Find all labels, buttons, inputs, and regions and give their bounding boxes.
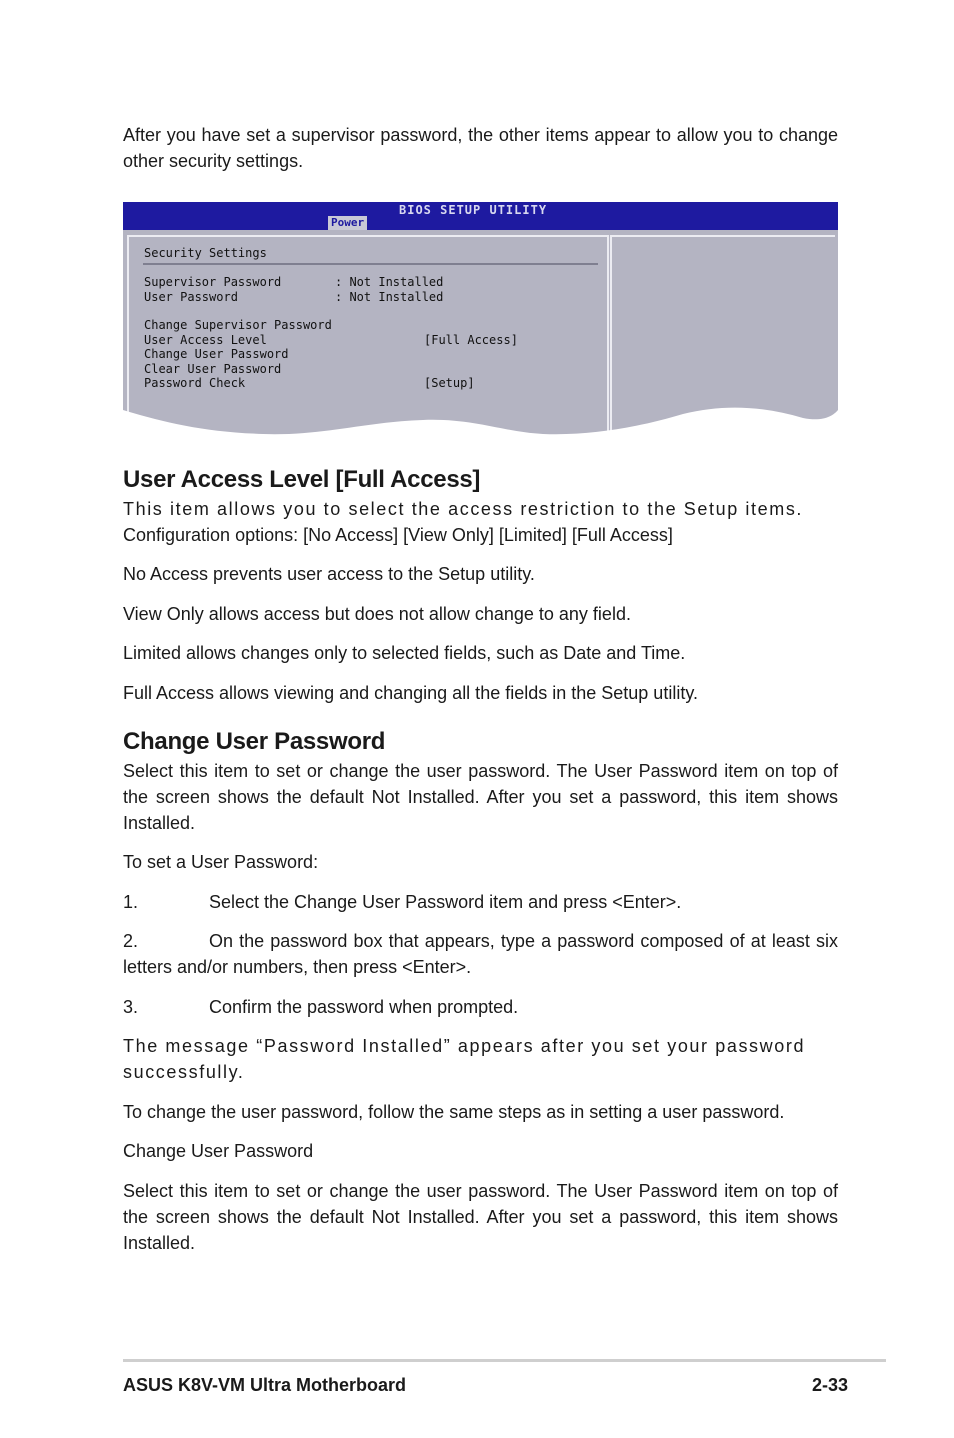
bios-screenshot xyxy=(123,202,838,438)
bios-tab-power: Power xyxy=(328,216,367,230)
bios-item-password-check[interactable]: Password Check xyxy=(144,376,246,390)
bios-separator xyxy=(143,263,598,265)
change-password-paragraph: Select this item to set or change the user password. The User Password item on top of the screen shows the default Not Installed. After you set a password, this item shows Installed. xyxy=(123,761,838,833)
intro-paragraph: After you have set a supervisor password, the other items appear to allow you to change other security settings. xyxy=(123,125,838,171)
to-set-paragraph: To set a User Password: xyxy=(123,852,319,872)
bios-status-label: Supervisor Password xyxy=(144,275,282,289)
step-text: Confirm the password when prompted. xyxy=(209,997,519,1017)
bios-item-user-access-level[interactable]: User Access Level xyxy=(144,332,267,347)
bios-body xyxy=(123,230,838,438)
view-only-paragraph: View Only allows access but does not allow change to any field. xyxy=(123,604,631,624)
bios-title-bar xyxy=(123,202,838,230)
bios-item-clear-user-password[interactable]: Clear User Password xyxy=(144,361,282,376)
step-2 xyxy=(123,928,838,980)
step-3 xyxy=(123,994,838,1020)
step-number: 2. xyxy=(123,931,139,951)
bios-item-change-user-password[interactable]: Change User Password xyxy=(144,347,289,361)
footer-rule xyxy=(123,1359,886,1362)
message-paragraph: The message “Password Installed” appears after you set your password successfully. xyxy=(123,1036,806,1082)
user-access-desc: This item allows you to select the access restriction to the Setup items. xyxy=(123,499,804,519)
step-number: 1. xyxy=(123,892,139,912)
heading-user-access-level: User Access Level [Full Access] xyxy=(123,466,481,493)
bios-item-value[interactable]: [Setup] xyxy=(424,376,475,390)
step-number: 3. xyxy=(123,997,139,1017)
limited-paragraph: Limited allows changes only to selected fields, such as Date and Time. xyxy=(123,643,686,663)
bios-item-value[interactable]: [Full Access] xyxy=(424,332,518,347)
no-access-paragraph: No Access prevents user access to the Setup utility. xyxy=(123,564,535,584)
heading-change-user-password: Change User Password xyxy=(123,728,386,755)
step-text: Select the Change User Password item and press <Enter>. xyxy=(209,892,682,912)
step-1 xyxy=(123,889,838,915)
change-steps-paragraph: To change the user password, follow the same steps as in setting a user password. xyxy=(123,1102,785,1122)
bios-status-value: : Not Installed xyxy=(335,289,444,304)
bios-status-value: : Not Installed xyxy=(335,275,444,289)
full-access-paragraph: Full Access allows viewing and changing all the fields in the Setup utility. xyxy=(123,683,698,703)
step-text: On the password box that appears, type a password composed of at least six letters and/or numbers, then press <Enter>. xyxy=(123,931,838,977)
page-number: 2-33 xyxy=(812,1375,849,1395)
repeat-paragraph: Select this item to set or change the user password. The User Password item on top of the screen shows the default Not Installed. After you set a password, this item shows Installed. xyxy=(123,1181,838,1253)
footer-title: ASUS K8V-VM Ultra Motherboard xyxy=(123,1375,407,1395)
torn-edge xyxy=(123,404,838,438)
bios-title: BIOS SETUP UTILITY xyxy=(399,203,548,217)
bios-status-label: User Password xyxy=(144,289,238,304)
user-access-options: Configuration options: [No Access] [View Only] [Limited] [Full Access] xyxy=(123,525,673,545)
bios-section-title: Security Settings xyxy=(144,246,267,260)
bios-item-change-supervisor-password[interactable]: Change Supervisor Password xyxy=(144,318,332,332)
change-password-label: Change User Password xyxy=(123,1141,314,1161)
